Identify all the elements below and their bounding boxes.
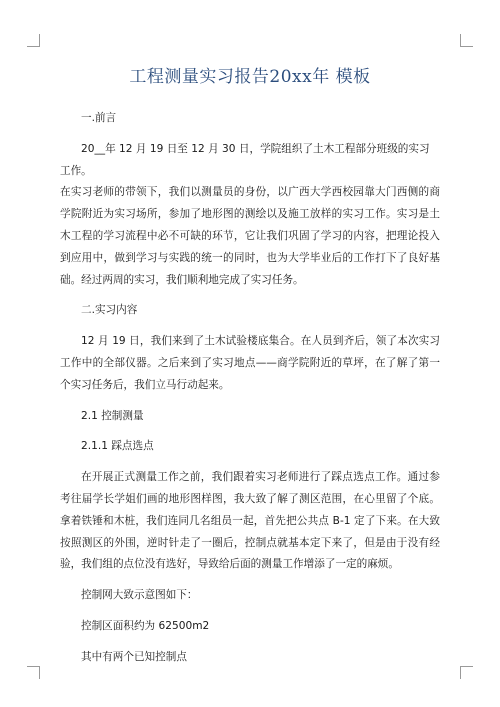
section-heading-content: 二.实习内容	[81, 304, 138, 317]
paragraph-preface-body: 在实习老师的带领下，我们以测量员的身份，以广西大学西校园靠大门西侧的商学院附近为实习场所，参加了地形图的测绘以及施工放样的实习工作。实习是土木工程的学习流程中必不可缺的环节，它让我们巩固了学习的内容，把理论投入到应用中，做到学习与实践的统一的同时，也为大学毕业后的工作打下了良好基础。经过两周的实习，我们顺利地完成了实习任务。	[60, 186, 440, 286]
paragraph-preface-first-line: 20__年 12 月 19 日至 12 月 30 日，学院组织了土木工程部分班级的实习工作。	[60, 142, 430, 177]
crop-mark-bottom-left	[27, 666, 40, 679]
crop-mark-bottom-right	[460, 666, 473, 679]
paragraph-content-1: 12 月 19 日，我们来到了土木试验楼底集合。在人员到齐后，领了本次实习工作中的全部仪器。之后来到了实习地点——商学院附近的草坪，在了解了第一个实习任务后，我们立马行动起来。	[60, 335, 440, 391]
paragraph-content-4: 控制区面积约为 62500m2	[81, 619, 210, 632]
document-title: 工程测量实习报告20xx年 模板	[129, 67, 371, 87]
crop-mark-top-left	[27, 34, 40, 47]
section-heading-preface: 一.前言	[81, 112, 117, 124]
document-body	[60, 108, 440, 669]
paragraph-content-3: 控制网大致示意图如下：	[81, 589, 198, 602]
paragraph-content-2: 在开展正式测量工作之前，我们跟着实习老师进行了踩点选点工作。通过参考往届学长学姐们画的地形图样图，我大致了解了测区范围，在心里留了个底。拿着铁锤和木桩，我们连同几名组员一起，首先把公共点 B-1 定了下来。在大致按照测区的外围，逆时针走了一圈后，控制点就基本定下来了，但是由于没有经验，我们组的点位没有选好，导致给后面的测量工作增添了一定的麻烦。	[60, 471, 440, 571]
crop-mark-top-right	[460, 34, 473, 47]
subsection-heading-2-1-1: 2.1.1 踩点选点	[81, 440, 154, 453]
subsection-heading-2-1: 2.1 控制测量	[81, 409, 144, 422]
paragraph-content-5: 其中有两个已知控制点	[81, 650, 187, 663]
